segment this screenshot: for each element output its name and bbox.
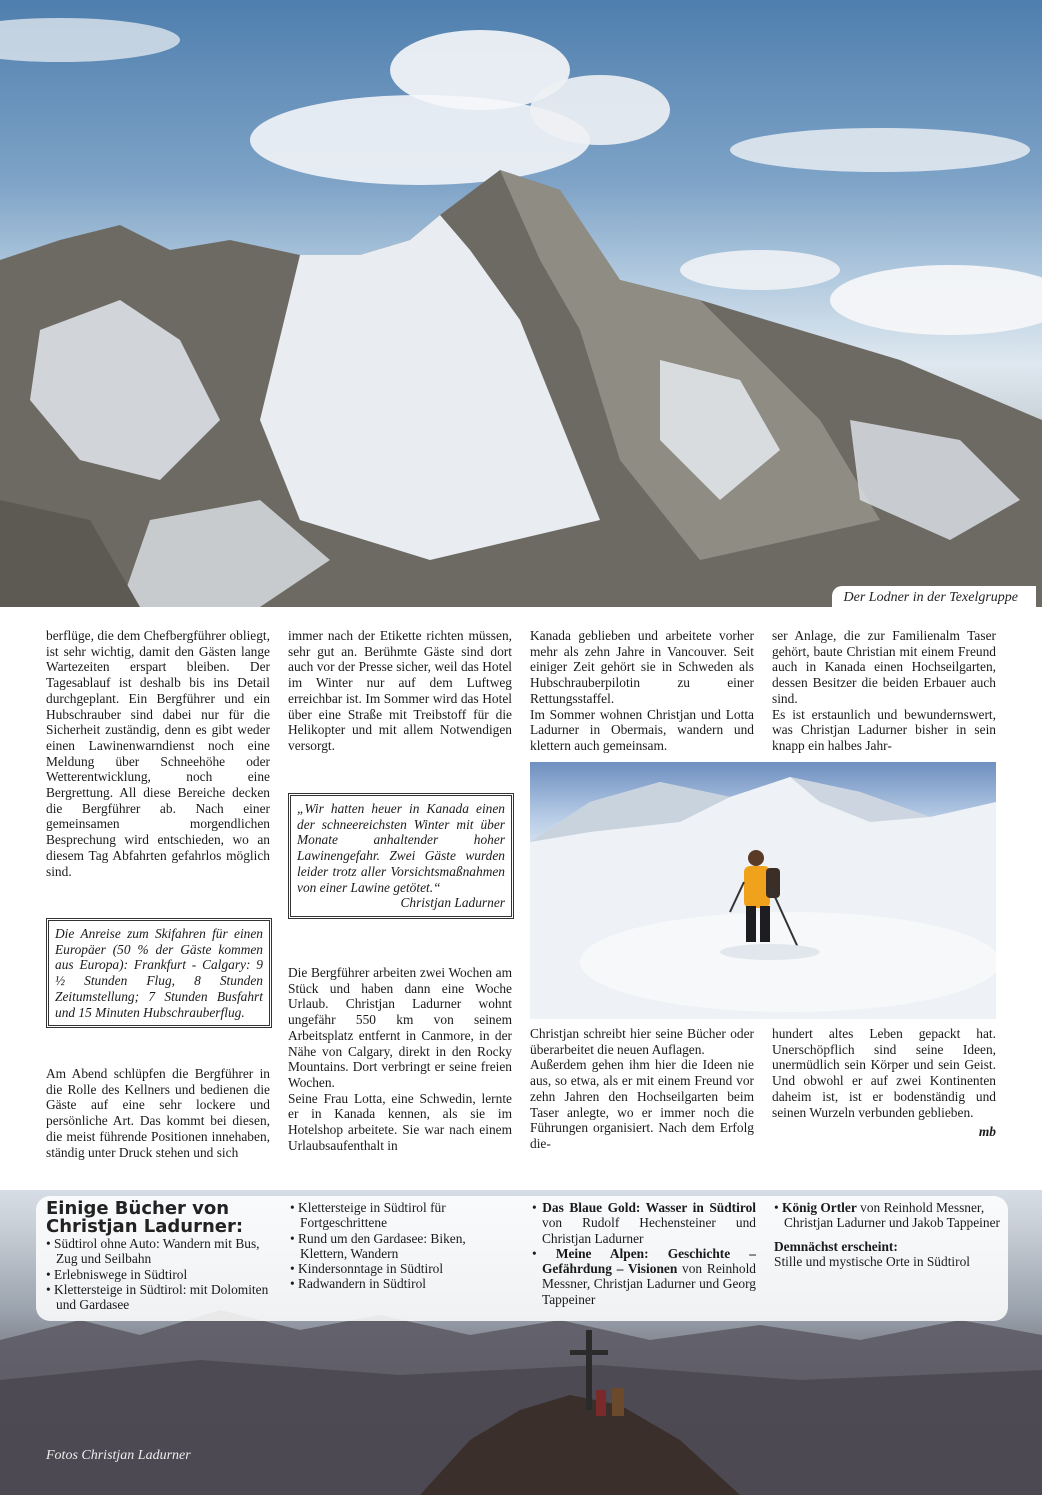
paragraph: Am Abend schlüpfen die Bergführer in die Rolle des Kellners und bedienen die Gäste auf eine sehr lockere und persönliche Art. Das kommt bei diesen, die meist führende Positionen innehaben, ständig unter Druck stehen und sich (46, 1066, 270, 1160)
book-authors: von Rudolf Hechensteiner und Christjan Ladurner (542, 1215, 756, 1246)
paragraph: ser Anlage, die zur Familienalm Taser gehört, baute Christian mit einem Freund auch in Kanada einen Hochseilgarten, dessen Besitzer die beiden Erbauer auch sind. (772, 628, 996, 706)
book-title: Das Blaue Gold: Wasser in Südtirol (542, 1200, 756, 1215)
book-item: • Radwandern in Südtirol (290, 1276, 516, 1291)
books-heading: Einige Bücher von Christjan Ladurner: (46, 1198, 244, 1237)
paragraph: berflüge, die dem Chefbergführer obliegt, ist sehr wichtig, damit den Gästen lange Wartezeiten erspart bleiben. Der Tagesablauf ist deshalb bis ins Detail durchgeplant. Ein Bergführer und ein Hubschrauber sind dabei nur für die Sicherheit zuständig, denn es gibt weder einen Lawinenwarndienst noch eine Meldung über Schneehöhe oder Wetterentwicklung, noch eine Bergrettung. All diese Bereiche decken die Bergführer ab. Nach einer gemeinsamen morgendlichen Besprechung wird entschieden, wo an diesem Tag Abfahrten gefahrlos möglich sind. (46, 628, 270, 879)
book-item: • Klettersteige in Südtirol: mit Dolomiten und Gardasee (46, 1282, 272, 1313)
upcoming-label: Demnächst erscheint: (774, 1238, 898, 1254)
book-authors: von Reinhold Messner, Christjan Ladurner und Jakob Tappeiner (784, 1200, 1000, 1231)
book-item: • Kindersonntage in Südtirol (290, 1261, 516, 1276)
upcoming-block (774, 1239, 1000, 1270)
books-column-3 (532, 1200, 756, 1307)
books-column-2 (290, 1200, 516, 1292)
quote-box (288, 793, 514, 919)
book-list-3 (532, 1200, 756, 1307)
book-item (532, 1246, 756, 1307)
article-column-4 (772, 628, 996, 754)
hero-photo (0, 0, 1042, 607)
book-item (774, 1200, 1000, 1231)
paragraph: Kanada geblieben und arbeitete vorher mehr als zehn Jahre in Vancouver. Seit einiger Zeit gehört sie in Schweden als Hubschrauberpilotin zu einer Rettungsstaffel. (530, 628, 754, 706)
paragraph: Außerdem gehen ihm hier die Ideen nie aus, so etwa, als er mit einem Freund vor zehn Jahren den Hochseilgarten beim Taser anlegte, wo er immer noch die Führungen organisiert. Nach dem Erfolg die- (530, 1057, 754, 1151)
photo-credit: Fotos Christjan Ladurner (46, 1448, 191, 1463)
books-column-1 (46, 1200, 272, 1312)
book-item (532, 1200, 756, 1246)
hero-caption: Der Lodner in der Texelgruppe (832, 586, 1036, 608)
summit-cross (586, 1330, 592, 1410)
paragraph: immer nach der Etikette richten müssen, sehr gut an. Berühmte Gäste sind dort auch vor der Presse sicher, weil das Hotel im Winter nur auf dem Luftweg erreichbar ist. Im Sommer wird das Hotel über eine Straße mit Treibstoff für die Helikopter und mit allem Notwendigen versorgt. (288, 628, 512, 753)
books-column-4 (774, 1200, 1000, 1269)
book-list-1 (46, 1236, 272, 1312)
book-authors: von Reinhold Messner, Christjan Ladurner und Georg Tappeiner (542, 1261, 756, 1307)
paragraph: Die Bergführer arbeiten zwei Wochen am Stück und haben dann eine Woche Urlaub. Christjan Ladurner wohnt ungefähr 550 km von seinem Arbeitsplatz entfernt in Canmore, in der Nähe von Calgary, direkt in den Rocky Mountains. Dort verbringt er seine freien Wochen. (288, 965, 512, 1090)
books-box (36, 1196, 1008, 1321)
paragraph: Im Sommer wohnen Christjan und Lotta Ladurner in Obermais, wandern und klettern auch gemeinsam. (530, 706, 754, 753)
skier-photo (530, 762, 996, 1019)
mountain-illustration (0, 0, 1042, 607)
paragraph: Es ist erstaunlich und bewundernswert, was Christjan Ladurner bisher in sein knapp ein halbes Jahr- (772, 706, 996, 753)
article-column-1 (46, 628, 270, 879)
author-signature: mb (978, 1124, 996, 1140)
article-column-3-continued (530, 1026, 754, 1152)
article-column-1-continued (46, 1066, 270, 1160)
book-list-2 (290, 1200, 516, 1292)
quote-text: „Wir hatten heuer in Kanada einen der schneereichsten Winter mit über Monate anhaltender hoher Lawinengefahr. Zwei Gäste wurden leider trotz aller Vorsichtsmaßnahmen von einer Lawine getötet.“ (297, 801, 505, 895)
book-title: Meine Alpen: Geschichte – Gefährdung – Visionen (542, 1245, 756, 1277)
paragraph: Seine Frau Lotta, eine Schwedin, lernte er in Kanada kennen, als sie im Hotelshop arbeitete. Sie war nach einem Urlaubsaufenthalt in (288, 1090, 512, 1153)
book-title: König Ortler (782, 1200, 857, 1215)
quote-author: Christjan Ladurner (400, 895, 505, 911)
book-item: • Rund um den Gardasee: Biken, Klettern, Wandern (290, 1231, 516, 1262)
upcoming-title: Stille und mystische Orte in Südtirol (774, 1253, 971, 1269)
book-item: • Südtirol ohne Auto: Wandern mit Bus, Zug und Seilbahn (46, 1236, 272, 1267)
article-column-2-continued (288, 965, 512, 1153)
article-column-4-continued (772, 1026, 996, 1140)
book-item: • Klettersteige in Südtirol für Fortgeschrittene (290, 1200, 516, 1231)
travel-info-box: Die Anreise zum Skifahren für einen Europäer (50 % der Gäste kommen aus Europa): Frankfurt - Calgary: 9 ½ Stunden Flug, 8 Stunden Zeitumstellung; 7 Stunden Busfahrt und 15 Minuten Hubschrauberflug. (46, 918, 272, 1028)
paragraph: Christjan schreibt hier seine Bücher oder überarbeitet die neuen Auflagen. (530, 1026, 754, 1057)
book-item: • Erlebniswege in Südtirol (46, 1267, 272, 1282)
book-list-4 (774, 1200, 1000, 1231)
article-column-2 (288, 628, 512, 754)
skier-illustration (530, 762, 996, 1019)
paragraph: hundert altes Leben gepackt hat. Unerschöpflich sind seine Ideen, unermüdlich sein Körper und sein Geist. Und obwohl er auf zwei Kontinenten daheim ist, ist er bodenständig und seinen Wurzeln verbunden geblieben. (772, 1026, 996, 1120)
article-column-3 (530, 628, 754, 754)
